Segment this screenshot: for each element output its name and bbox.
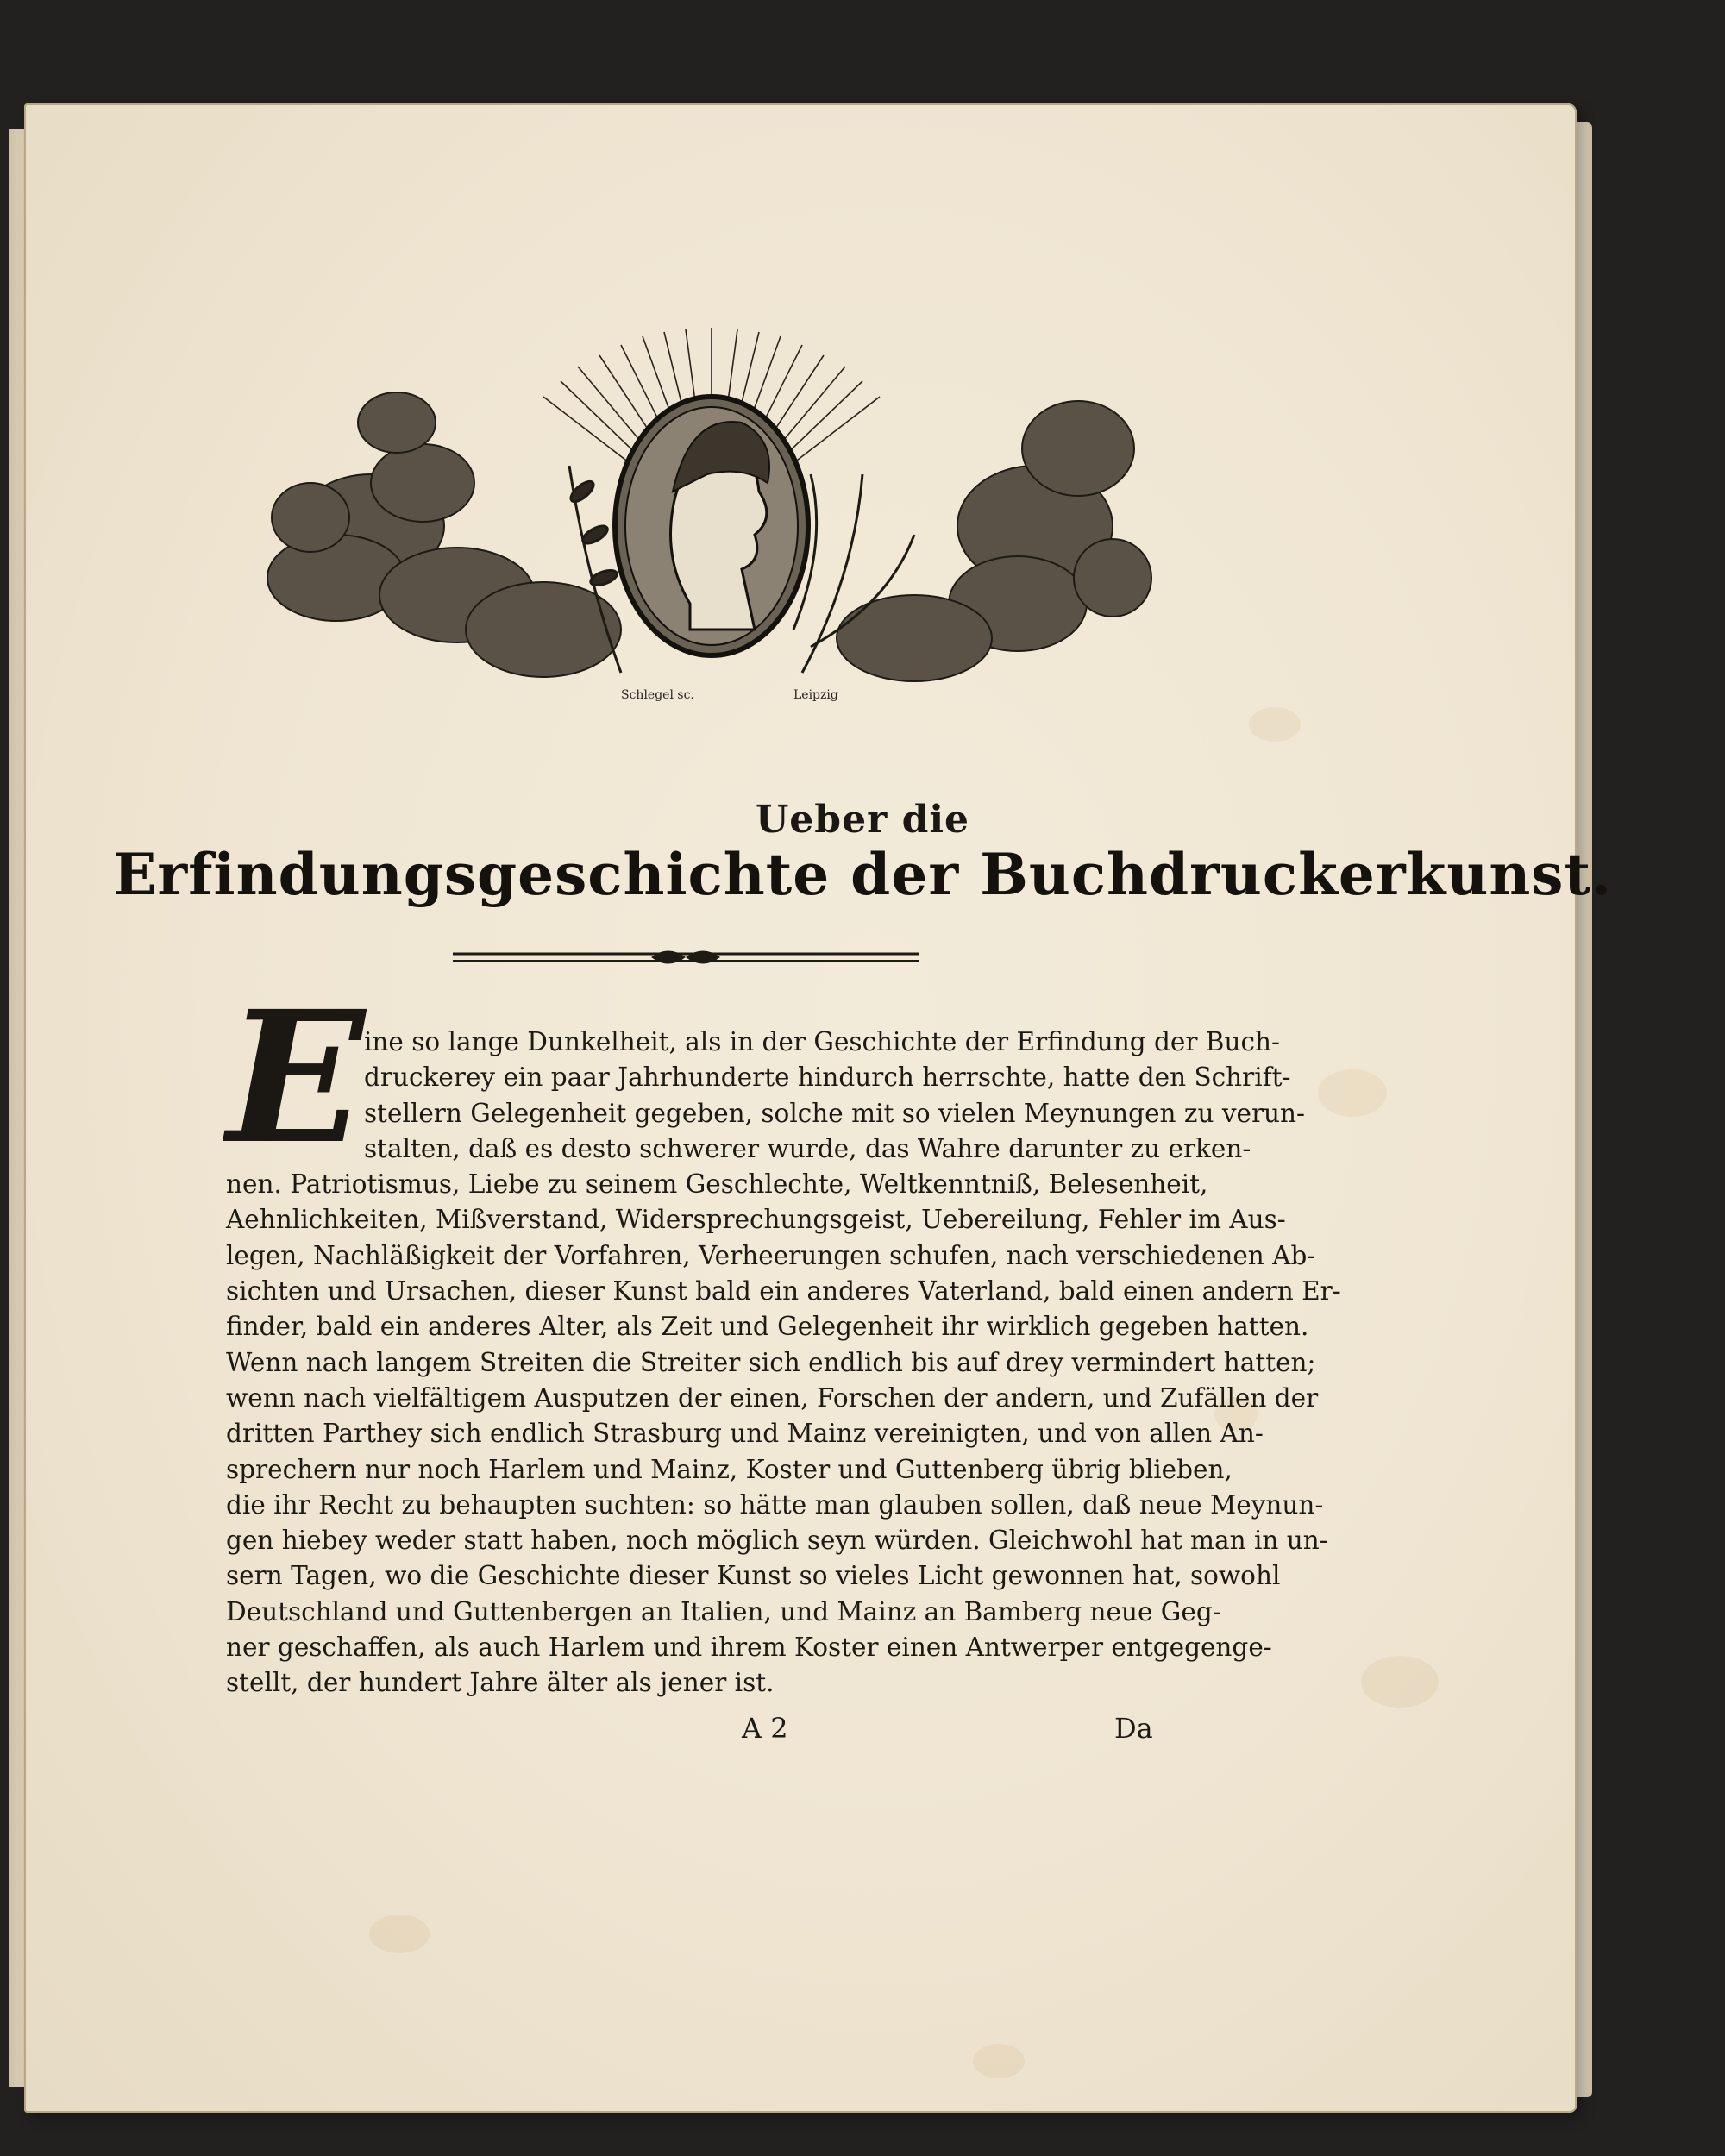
text-line: sern Tagen, wo die Geschichte dieser Kunst so vieles Licht gewonnen hat, sowohl: [226, 1561, 1281, 1591]
catchword: Da: [1114, 1712, 1153, 1745]
body-text: [226, 1025, 1341, 1702]
title-prefix: Ueber die: [755, 798, 970, 842]
text-line: Deutschland und Guttenbergen an Italien, und Mainz an Bamberg neue Geg-: [226, 1596, 1221, 1626]
signature-mark: A 2: [742, 1712, 788, 1745]
text-line: gen hiebey weder statt haben, noch möglich seyn würden. Gleichwohl hat man in un-: [226, 1526, 1328, 1556]
medallion-portrait-icon: [615, 397, 808, 655]
text-line: dritten Parthey sich endlich Strasburg und Mainz vereinigten, und von allen An-: [226, 1419, 1264, 1449]
engraver-signature-right: Leipzig: [794, 688, 838, 702]
text-line: die ihr Recht zu behaupten suchten: so hätte man glauben sollen, daß neue Meynun-: [226, 1489, 1324, 1520]
foxing-spot: [1318, 1069, 1387, 1117]
text-line: stellern Gelegenheit gegeben, solche mit so vielen Meynungen zu verun-: [364, 1098, 1306, 1128]
page-title: Erfindungsgeschichte der Buchdruckerkunst.: [113, 841, 1612, 908]
title-vignette: [259, 319, 1164, 707]
ornamental-rule: [453, 940, 919, 975]
right-cloud: [837, 401, 1151, 681]
text-line: druckerey ein paar Jahrhunderte hindurch herrschte, hatte den Schrift-: [364, 1062, 1291, 1093]
foxing-spot: [973, 2044, 1025, 2078]
text-line: sprechern nur noch Harlem und Mainz, Koster und Guttenberg übrig blieben,: [226, 1454, 1233, 1484]
left-cloud: [267, 392, 621, 677]
text-line: ner geschaffen, als auch Harlem und ihrem Koster einen Antwerper entgegenge-: [226, 1633, 1272, 1663]
text-line: sichten und Ursachen, dieser Kunst bald ein anderes Vaterland, bald einen andern Er-: [226, 1276, 1341, 1307]
foxing-spot: [1249, 707, 1301, 742]
text-line: Aehnlichkeiten, Mißverstand, Widersprechungsgeist, Uebereilung, Fehler im Aus-: [226, 1205, 1286, 1235]
text-line: wenn nach vielfältigem Ausputzen der einen, Forschen der andern, und Zufällen der: [226, 1382, 1319, 1413]
text-line: nen. Patriotismus, Liebe zu seinem Geschlechte, Weltkenntniß, Belesenheit,: [226, 1169, 1208, 1200]
text-line: ine so lange Dunkelheit, als in der Geschichte der Erfindung der Buch-: [364, 1027, 1280, 1056]
text-line: finder, bald ein anderes Alter, als Zeit und Gelegenheit ihr wirklich gegeben hatten.: [226, 1312, 1309, 1342]
text-line: stalten, daß es desto schwerer wurde, das Wahre darunter zu erken-: [364, 1133, 1251, 1163]
text-line: stellt, der hundert Jahre älter als jener ist.: [226, 1668, 775, 1698]
foxing-spot: [369, 1915, 430, 1953]
engraver-signature-left: Schlegel sc.: [621, 688, 694, 702]
text-line: legen, Nachläßigkeit der Vorfahren, Verheerungen schufen, nach verschiedenen Ab-: [226, 1240, 1316, 1270]
text-line: Wenn nach langem Streiten die Streiter sich endlich bis auf drey vermindert hatten;: [226, 1347, 1316, 1377]
drop-cap: E: [226, 971, 366, 1184]
foxing-spot: [1361, 1656, 1439, 1708]
